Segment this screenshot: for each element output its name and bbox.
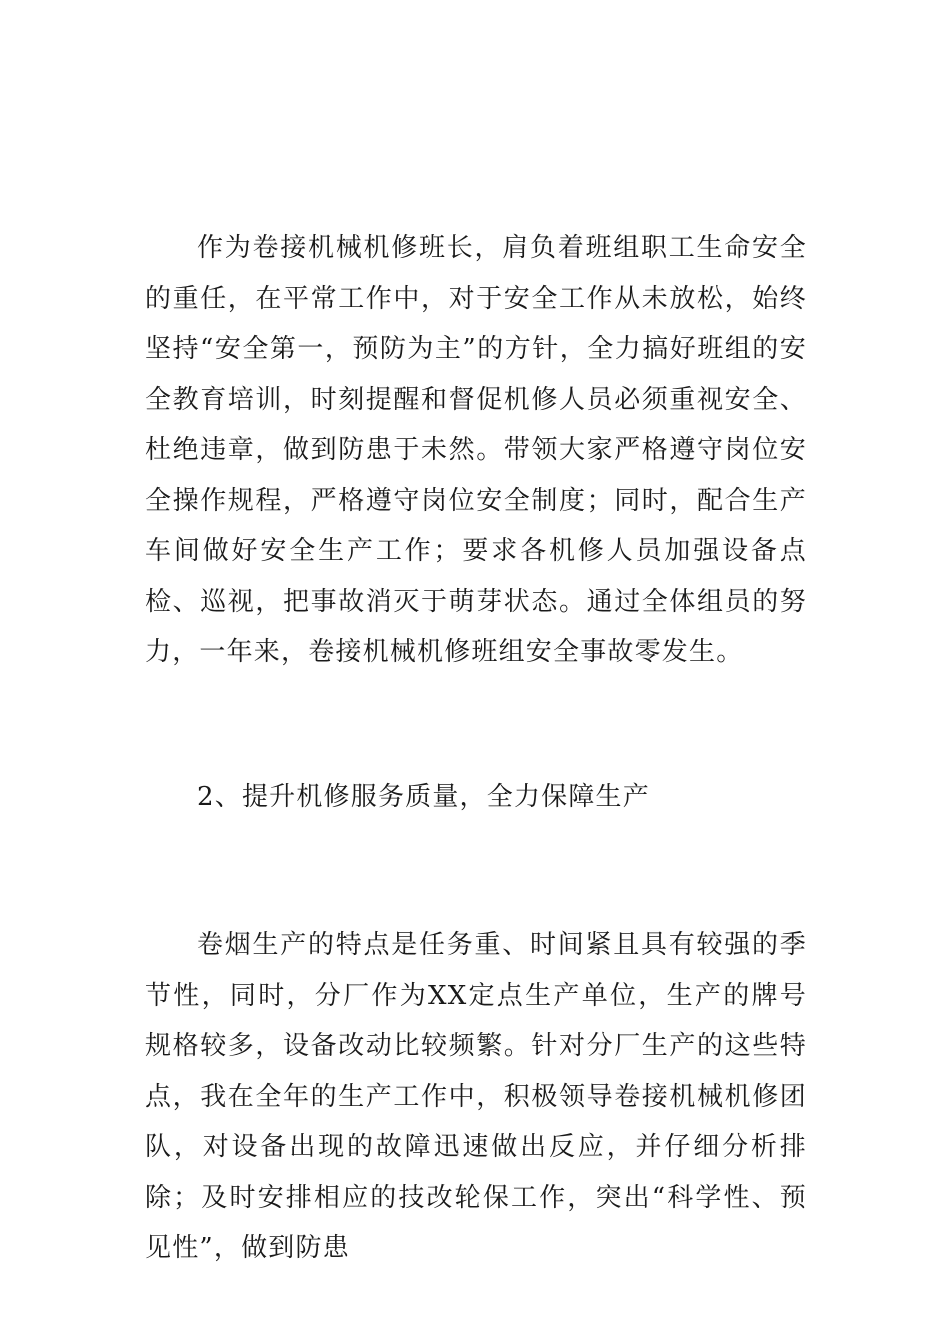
section-heading: 2、提升机修服务质量，全力保障生产 xyxy=(197,782,650,812)
safety-paragraph: 作为卷接机械机修班长，肩负着班组职工生命安全的重任，在平常工作中，对于安全工作从未放松，始终坚持“安全第一，预防为主”的方针，全力搞好班组的安全教育培训，时刻提醒和督促机修人员必须重视安全、杜绝违章，做到防患于未然。带领大家严格遵守岗位安全操作规程，严格遵守岗位安全制度；同时，配合生产车间做好安全生产工作；要求各机修人员加强设备点检、巡视，把事故消灭于萌芽状态。通过全体组员的努力，一年来，卷接机械机修班组安全事故零发生。 xyxy=(145,233,807,667)
production-paragraph: 卷烟生产的特点是任务重、时间紧且具有较强的季节性，同时，分厂作为XX定点生产单位，生产的牌号规格较多，设备改动比较频繁。针对分厂生产的这些特点，我在全年的生产工作中，积极领导卷接机械机修团队，对设备出现的故障迅速做出反应，并仔细分析排除；及时安排相应的技改轮保工作，突出“科学性、预见性”，做到防患 xyxy=(145,930,807,1263)
